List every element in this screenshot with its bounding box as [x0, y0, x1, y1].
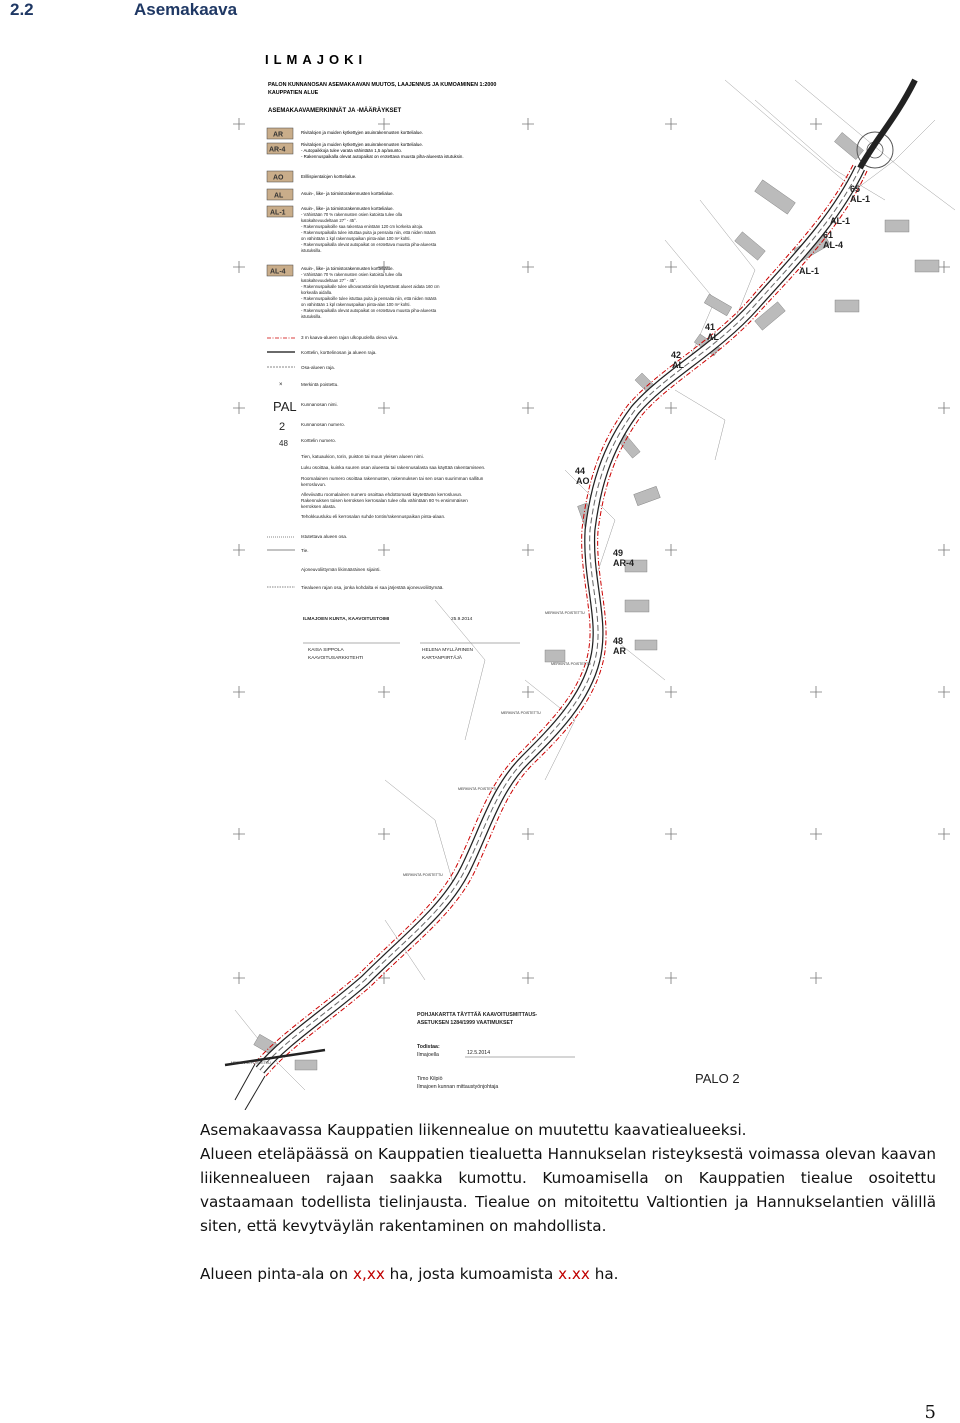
svg-text:Luku osoittaa, kuinka suuren o: Luku osoittaa, kuinka suuren osan alueesta tai rakennusalasta saa käyttää rakentamiseen.: [301, 465, 486, 470]
svg-text:AR-4: AR-4: [613, 558, 635, 568]
svg-text:- Rakennuspaikalla olevat auto: - Rakennuspaikalla olevat autopaikat on erotettava muusta piha-alueesta istutuksin.: [301, 154, 464, 159]
svg-text:AL-1: AL-1: [270, 209, 286, 217]
zoning-map: [195, 40, 955, 1110]
svg-text:AR-4: AR-4: [269, 146, 286, 154]
pal-number: 2: [279, 421, 286, 433]
svg-text:Tie.: Tie.: [301, 548, 309, 553]
svg-text:AL-1: AL-1: [850, 194, 870, 204]
svg-text:Alleviivattu roomalainen numer: Alleviivattu roomalainen numero osoittaa ehdottomasti käytettävän kerrosluvun.: [301, 492, 463, 497]
svg-text:Korttelin, korttelinosan ja al: Korttelin, korttelinosan ja alueen raja.: [301, 350, 377, 355]
svg-text:- Autopaikkoja tulee varata vä: - Autopaikkoja tulee varata vähintään 1,5 ap/asunto.: [301, 148, 403, 153]
svg-text:AL-1: AL-1: [799, 266, 819, 276]
svg-text:POHJAKARTTA TÄYTTÄÄ KAAVOITUSM: POHJAKARTTA TÄYTTÄÄ KAAVOITUSMITTAUS-: [417, 1012, 538, 1018]
pal-name: PAL: [273, 399, 297, 414]
section-title: Asemakaava: [134, 0, 238, 19]
svg-text:- Rakennuspaikalla olevat auto: - Rakennuspaikalla olevat autopaikat on erotettava muusta piha-alueesta: [301, 242, 437, 247]
svg-text:65: 65: [850, 184, 861, 194]
svg-text:ILMAJOEN KUNTA, KAAVOITUSTOIMI: ILMAJOEN KUNTA, KAAVOITUSTOIMI: [303, 617, 390, 622]
svg-text:Erillispientalojen korttelialu: Erillispientalojen korttelialue.: [301, 174, 357, 179]
svg-text:istutuksilla.: istutuksilla.: [301, 314, 322, 319]
svg-text:Tiealueen rajan osa, jonka koh: Tiealueen rajan osa, jonka kohdalta ei saa järjestää ajoneuvoliittymää.: [301, 585, 444, 590]
svg-text:MERKINTÄ POISTETTU: MERKINTÄ POISTETTU: [545, 611, 585, 615]
svg-text:MERKINTÄ POISTETTU: MERKINTÄ POISTETTU: [458, 787, 498, 791]
svg-text:AL-4: AL-4: [823, 240, 843, 250]
svg-text:MERKINTÄ POISTETTU: MERKINTÄ POISTETTU: [231, 1061, 271, 1065]
repeal-value: x.xx: [558, 1265, 590, 1283]
svg-text:on vähintään 1 kpl rakennuspai: on vähintään 1 kpl rakennuspaikan pinta-alan 100 m² kohti.: [301, 236, 411, 241]
svg-text:Asuin-, liike- ja toimistorake: Asuin-, liike- ja toimistorakennusten korttelialue.: [301, 266, 394, 271]
svg-text:ASETUKSEN 1284/1999 VAATIMUKSE: ASETUKSEN 1284/1999 VAATIMUKSET: [417, 1020, 514, 1026]
svg-text:- Vähintään 70 % rakennusten o: - Vähintään 70 % rakennusten osien katoista tulee olla: [301, 212, 403, 217]
block-labels: [575, 184, 870, 656]
svg-text:Asuin-, liike- ja toimistorake: Asuin-, liike- ja toimistorakennusten korttelialue.: [301, 191, 394, 196]
svg-text:Korttelin numero.: Korttelin numero.: [301, 438, 336, 443]
paragraph-2: Alueen eteläpäässä on Kauppatien tiealuetta Hannukselan risteyksestä voimassa olevan kaavan liikennealueen rajaan saakka kumottu. Kumoamisella on Kauppatien tiealue osoitettu vastaamaan todellista tielinjausta. Tiealue on mitoitettu Valtiontien ja Hannukselantien välillä siten, että kevytväylän rakentaminen on mahdollista.: [200, 1145, 936, 1235]
svg-text:HELENA MYLLÄRINEN: HELENA MYLLÄRINEN: [422, 648, 473, 653]
svg-text:- Rakennuspaikalla olevat auto: - Rakennuspaikalla olevat autopaikat on erotettava muusta piha-alueesta: [301, 308, 437, 313]
svg-text:Rivitalojen ja muiden kytketty: Rivitalojen ja muiden kytkettyjen asuinrakennusten korttelialue.: [301, 130, 424, 135]
block-number: 48: [279, 439, 288, 448]
signatures: [303, 616, 520, 661]
svg-text:katokaltevuudeltaan 27° - 45°.: katokaltevuudeltaan 27° - 45°.: [301, 278, 357, 283]
svg-text:Rakennuksen toisen kerroksen k: Rakennuksen toisen kerroksen kerrosalan tulee olla vähintään 80 % ensimmäisen: [301, 498, 468, 503]
svg-text:- Rakennuspaikoille saa rakent: - Rakennuspaikoille saa rakentaa enintään 120 cm korkeita aitoja.: [301, 224, 424, 229]
svg-text:3 m kaava-alueen rajan ulkopuo: 3 m kaava-alueen rajan ulkopuolella oleva viiva.: [301, 335, 399, 340]
svg-text:AR: AR: [273, 131, 284, 139]
svg-text:Roomalainen numero osoittaa ra: Roomalainen numero osoittaa rakennusten, rakennuksen tai sen osan suurimman sallitun: [301, 476, 484, 481]
svg-text:korkealla aidalla.: korkealla aidalla.: [301, 290, 333, 295]
svg-text:Merkintä poistettu.: Merkintä poistettu.: [301, 382, 339, 387]
map-title-2: KAUPPATIEN ALUE: [268, 90, 319, 96]
basemap-certification: [417, 1011, 740, 1090]
svg-text:Osa-alueen raja.: Osa-alueen raja.: [301, 365, 335, 370]
svg-text:Todistaa:: Todistaa:: [417, 1044, 440, 1050]
svg-text:Tien, katuaukion, torin, puist: Tien, katuaukion, torin, puiston tai muun yleisen alueen nimi.: [301, 454, 424, 459]
svg-text:KAISA SIPPOLA: KAISA SIPPOLA: [308, 648, 344, 653]
svg-text:Istutettava alueen osa.: Istutettava alueen osa.: [301, 534, 348, 539]
svg-text:kerrosluvun.: kerrosluvun.: [301, 482, 327, 487]
svg-text:istutuksilla.: istutuksilla.: [301, 248, 322, 253]
removed-labels: [231, 611, 591, 1065]
svg-text:AL: AL: [707, 332, 719, 342]
map-town: ILMAJOKI: [265, 52, 368, 67]
legend-codes: [267, 128, 464, 319]
svg-text:MERKINTÄ POISTETTU: MERKINTÄ POISTETTU: [403, 873, 443, 877]
svg-text:61: 61: [823, 230, 834, 240]
svg-text:- Vähintään 70 % rakennusten o: - Vähintään 70 % rakennusten osien katoista tulee olla: [301, 272, 403, 277]
area-value: x,xx: [353, 1265, 385, 1283]
svg-text:AO: AO: [576, 476, 590, 486]
svg-text:MERKINTÄ POISTETTU: MERKINTÄ POISTETTU: [501, 711, 541, 715]
svg-text:Ilmajoella: Ilmajoella: [417, 1052, 439, 1058]
svg-text:AL-1: AL-1: [830, 216, 850, 226]
svg-text:MERKINTÄ POISTETTU: MERKINTÄ POISTETTU: [551, 662, 591, 666]
svg-text:41: 41: [705, 322, 716, 332]
svg-text:- Rakennuspaikalla tulee istut: - Rakennuspaikalla tulee istuttaa puita ja pensaita niin, että niiden määrä: [301, 230, 436, 235]
svg-text:48: 48: [613, 636, 624, 646]
svg-text:Tehokkuusluku eli kerrosalan s: Tehokkuusluku eli kerrosalan suhde tontin/rakennuspaikan pinta-alaan.: [301, 514, 446, 519]
svg-text:Kunnanosan nimi.: Kunnanosan nimi.: [301, 402, 338, 407]
page-number: 5: [924, 1402, 936, 1423]
symbol-legend: [267, 335, 485, 590]
svg-text:AL-4: AL-4: [270, 268, 286, 276]
svg-text:katokaltevuudeltaan 27° - 45°.: katokaltevuudeltaan 27° - 45°.: [301, 218, 357, 223]
paragraph-1: Asemakaavassa Kauppatien liikennealue on muutettu kaavatiealueeksi.: [200, 1121, 747, 1139]
svg-text:Ilmajoen kunnan mittaustyönjoh: Ilmajoen kunnan mittaustyönjohtaja: [417, 1084, 499, 1090]
svg-text:49: 49: [613, 548, 624, 558]
svg-text:42: 42: [671, 350, 682, 360]
svg-text:- Rakennuspaikoille tulee istu: - Rakennuspaikoille tulee istuttaa puita ja pensaita niin, että niiden määrä: [301, 296, 437, 301]
svg-text:44: 44: [575, 466, 586, 476]
svg-text:- Rakennuspaikalle tulee ulkov: - Rakennuspaikalle tulee ulkovarastointiin käytettävät alueet aidata 160 cm: [301, 284, 440, 289]
svg-text:×: ×: [279, 382, 283, 388]
section-number: 2.2: [10, 0, 34, 19]
svg-text:Rivitalojen ja muiden kytketty: Rivitalojen ja muiden kytkettyjen asuinrakennusten korttelialue.: [301, 142, 424, 147]
section-heading: [10, 0, 237, 20]
svg-text:KARTANPIIRTÄJÄ: KARTANPIIRTÄJÄ: [422, 656, 462, 661]
svg-text:25.9.2014: 25.9.2014: [451, 617, 473, 622]
svg-text:AL: AL: [672, 360, 684, 370]
sheet-label: PALO 2: [695, 1071, 740, 1086]
svg-text:AR: AR: [613, 646, 626, 656]
legend-header: ASEMAKAAVAMERKINNÄT JA -MÄÄRÄYKSET: [268, 108, 402, 114]
svg-text:Ajoneuvoliittymän likimääräine: Ajoneuvoliittymän likimääräinen sijainti.: [301, 567, 381, 572]
svg-text:AL: AL: [274, 192, 284, 200]
map-title-1: PALON KUNNANOSAN ASEMAKAAVAN MUUTOS, LAAJENNUS JA KUMOAMINEN 1:2000: [268, 82, 497, 88]
svg-text:AO: AO: [273, 174, 284, 182]
svg-text:12.5.2014: 12.5.2014: [467, 1050, 491, 1056]
paragraph-3: Alueen pinta-ala on x,xx ha, josta kumoamista x.xx ha.: [200, 1265, 619, 1283]
svg-text:on vähintään 1 kpl rakennuspai: on vähintään 1 kpl rakennuspaikan pinta-alan 100 m² kohti.: [301, 302, 411, 307]
body-text: [200, 1118, 936, 1286]
svg-text:Asuin-, liike- ja toimistorake: Asuin-, liike- ja toimistorakennusten korttelialue.: [301, 206, 394, 211]
svg-text:Kunnanosan numero.: Kunnanosan numero.: [301, 422, 345, 427]
svg-text:kerroksen alasta.: kerroksen alasta.: [301, 504, 336, 509]
svg-text:Timo Kilpiö: Timo Kilpiö: [417, 1076, 443, 1082]
svg-text:KAAVOITUSARKKITEHTI: KAAVOITUSARKKITEHTI: [308, 656, 364, 661]
